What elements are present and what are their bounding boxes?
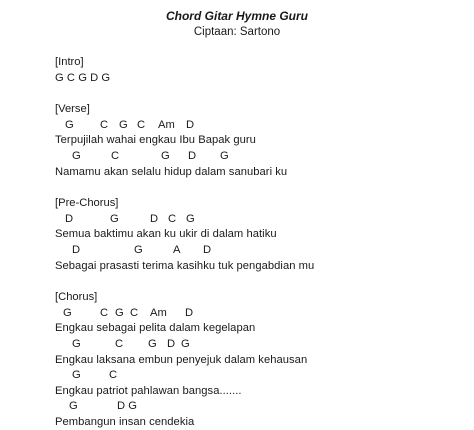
- lyric-line: Namamu akan selalu hidup dalam sanubari ku: [55, 165, 288, 178]
- song-section: [55, 55, 465, 86]
- section-gap: [55, 180, 465, 196]
- chord-line: [55, 149, 465, 165]
- lyric-line: Engkau patriot pahlawan bangsa.......: [55, 384, 242, 397]
- chord: G: [72, 337, 81, 350]
- chord: G: [115, 306, 124, 319]
- lyric-line: Sebagai prasasti terima kasihku tuk pengabdian mu: [55, 259, 315, 272]
- chord: A: [173, 243, 181, 256]
- song-section: [55, 290, 465, 430]
- lyric-line: Engkau laksana embun penyejuk dalam kehausan: [55, 353, 308, 366]
- chord: C: [111, 149, 120, 162]
- chord: D: [188, 149, 197, 162]
- chord: G: [161, 149, 170, 162]
- chord: G: [69, 400, 78, 413]
- lyric-line: Terpujilah wahai engkau Ibu Bapak guru: [55, 134, 256, 147]
- chord-line: [55, 306, 465, 322]
- chord-line: [55, 337, 465, 353]
- chord: D: [72, 243, 81, 256]
- chord: C: [100, 118, 109, 131]
- chord: G: [220, 149, 229, 162]
- section-label: [Verse]: [55, 103, 90, 116]
- chord: D: [150, 212, 159, 225]
- chord: Am: [158, 118, 175, 131]
- chord-line: [55, 399, 465, 415]
- chord: G: [134, 243, 143, 256]
- chord-line: [55, 118, 465, 134]
- lyric-line: Pembangun insan cendekia: [55, 415, 195, 428]
- lyric-line: Engkau sebagai pelita dalam kegelapan: [55, 322, 256, 335]
- song-title: Chord Gitar Hymne Guru: [165, 9, 308, 23]
- chord: G: [72, 369, 81, 382]
- chord: Am: [150, 306, 167, 319]
- song-section: [55, 196, 465, 274]
- chord: D: [167, 337, 176, 350]
- chord-progression: G C G D G: [55, 71, 111, 84]
- chord: G: [110, 212, 119, 225]
- chord: G: [63, 306, 72, 319]
- chord-line: [55, 368, 465, 384]
- chord: G: [65, 118, 74, 131]
- chord: C: [109, 369, 118, 382]
- chord-line: [55, 212, 465, 228]
- lyric-line: Semua baktimu akan ku ukir di dalam hatiku: [55, 228, 277, 241]
- chord: C: [130, 306, 139, 319]
- chord: G: [181, 337, 190, 350]
- section-label: [Pre-Chorus]: [55, 197, 119, 210]
- chord: C: [168, 212, 177, 225]
- chord: G: [186, 212, 195, 225]
- section-gap: [55, 274, 465, 290]
- section-label: [Chorus]: [55, 291, 98, 304]
- chord: G: [72, 149, 81, 162]
- chord: C: [100, 306, 109, 319]
- chord: D: [203, 243, 212, 256]
- chord: G: [148, 337, 157, 350]
- song-body: [55, 55, 465, 430]
- chord-line: [55, 243, 465, 259]
- section-gap: [55, 86, 465, 102]
- song-section: [55, 102, 465, 180]
- chord: D: [65, 212, 74, 225]
- chord: D: [186, 118, 195, 131]
- chord: D: [185, 306, 194, 319]
- chord: G: [119, 118, 128, 131]
- chord: C: [137, 118, 146, 131]
- section-label: [Intro]: [55, 56, 84, 68]
- chord: C: [115, 337, 124, 350]
- chord: D G: [117, 400, 137, 413]
- song-composer: Ciptaan: Sartono: [193, 26, 281, 38]
